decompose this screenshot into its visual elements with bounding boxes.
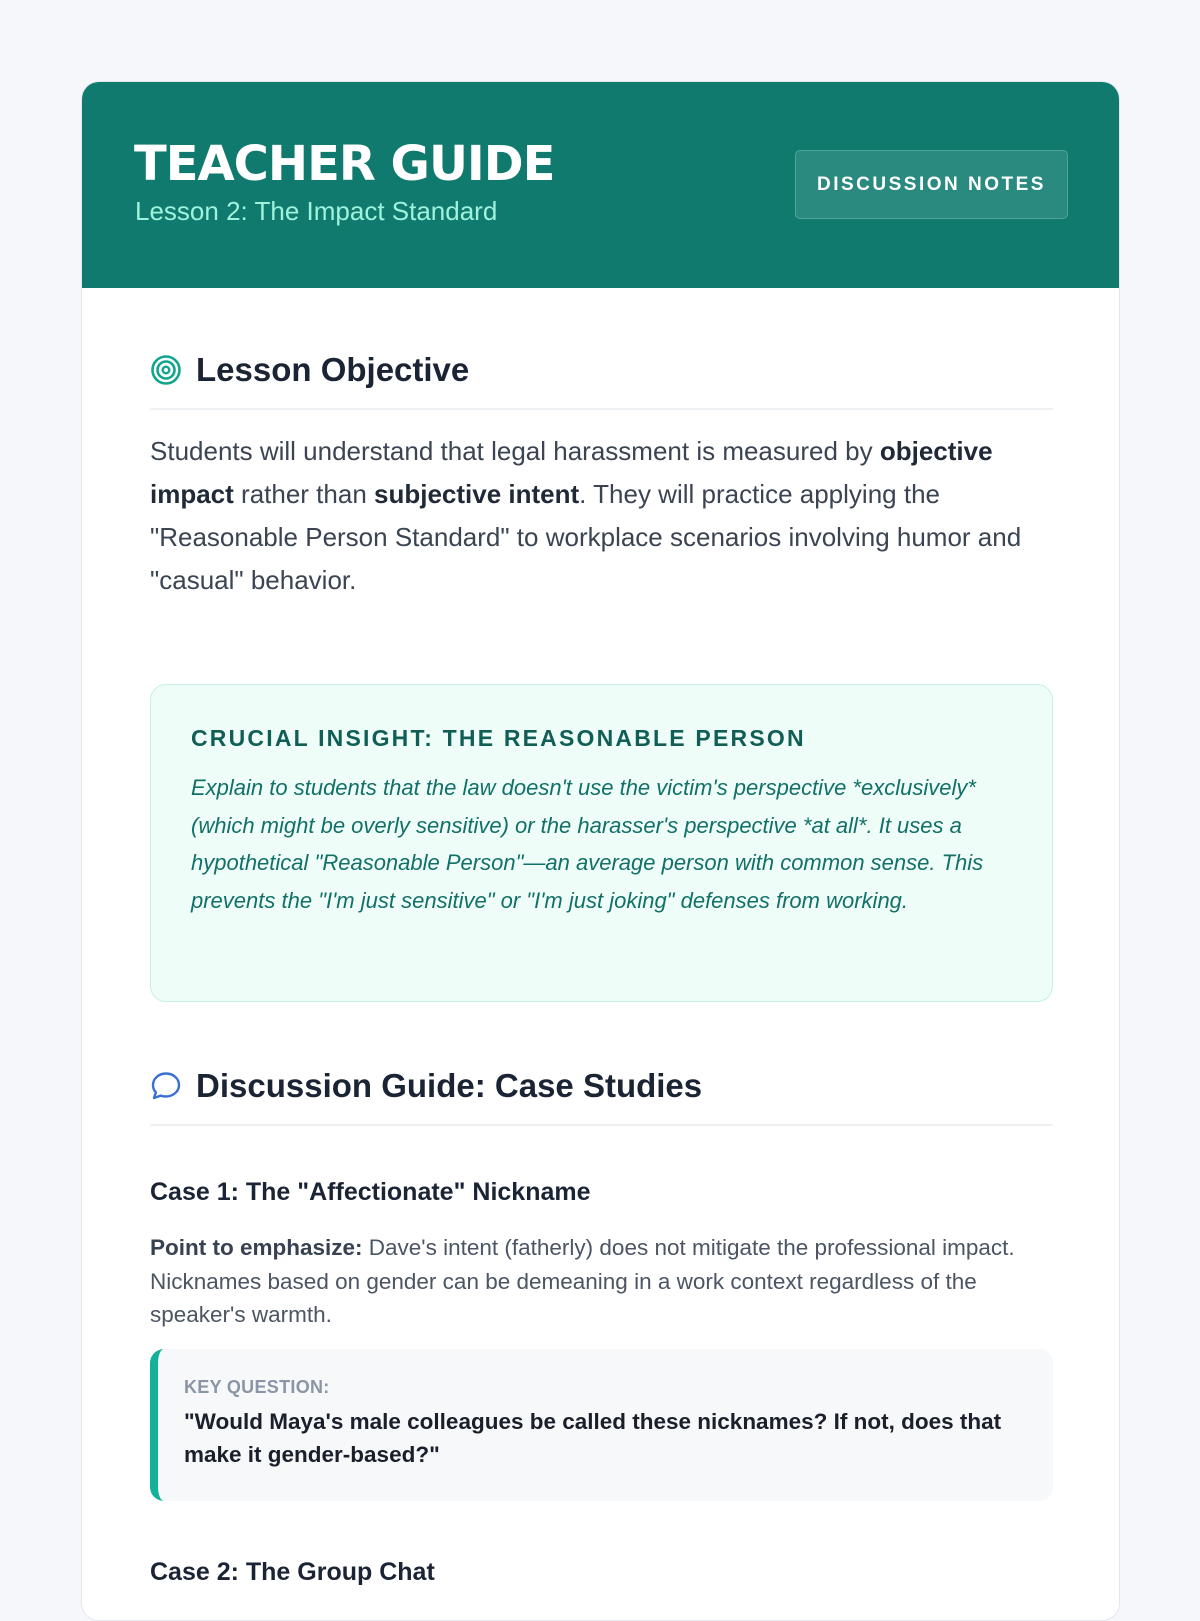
- objective-paragraph: [150, 430, 1053, 602]
- case-point: [150, 1231, 1053, 1332]
- case-title: Case 2: The Group Chat: [150, 1558, 435, 1586]
- discussion-notes-button[interactable]: DISCUSSION NOTES: [795, 150, 1068, 219]
- crucial-insight-callout: [150, 684, 1053, 1002]
- insight-title: CRUCIAL INSIGHT: THE REASONABLE PERSON: [191, 725, 806, 751]
- chat-bubble-icon: [150, 1070, 182, 1102]
- objective-text-part: rather than: [233, 479, 375, 509]
- point-label: Point to emphasize:: [150, 1235, 363, 1260]
- objective-emphasis: objective impact: [150, 436, 993, 509]
- key-question-callout: [150, 1349, 1053, 1501]
- discussion-guide-heading: [150, 1067, 1053, 1126]
- guide-header: [82, 82, 1119, 288]
- section-title: Lesson Objective: [196, 351, 470, 388]
- insight-body: Explain to students that the law doesn't use the victim's perspective *exclusively* (which might be overly sensitive) or the harasser's perspective *at all*. It uses a hypothetical "Reasonable Person"—an average person with common sense. This prevents the "I'm just sensitive" or "I'm just joking" defenses from working.: [191, 775, 984, 913]
- key-question-text: "Would Maya's male colleagues be called these nicknames? If not, does that make it gender-based?": [184, 1409, 1002, 1467]
- lesson-subtitle: Lesson 2: The Impact Standard: [135, 196, 498, 226]
- objective-text-part: . They will practice applying the "Reasonable Person Standard" to workplace scenarios involving humor and "casual" behavior.: [150, 479, 1022, 595]
- objective-text-part: Students will understand that legal harassment is measured by: [150, 436, 880, 466]
- point-text: Dave's intent (fatherly) does not mitigate the professional impact. Nicknames based on gender can be demeaning in a work context regardless of the speaker's warmth.: [150, 1235, 1015, 1327]
- section-title: Discussion Guide: Case Studies: [196, 1067, 703, 1104]
- page-title: TEACHER GUIDE: [134, 136, 555, 192]
- teacher-guide-card: [81, 81, 1120, 1621]
- target-icon: [150, 354, 182, 386]
- case-title: Case 1: The "Affectionate" Nickname: [150, 1178, 591, 1206]
- lesson-objective-heading: [150, 351, 1053, 410]
- key-question-label: KEY QUESTION:: [184, 1377, 330, 1397]
- objective-emphasis: subjective intent: [374, 479, 580, 509]
